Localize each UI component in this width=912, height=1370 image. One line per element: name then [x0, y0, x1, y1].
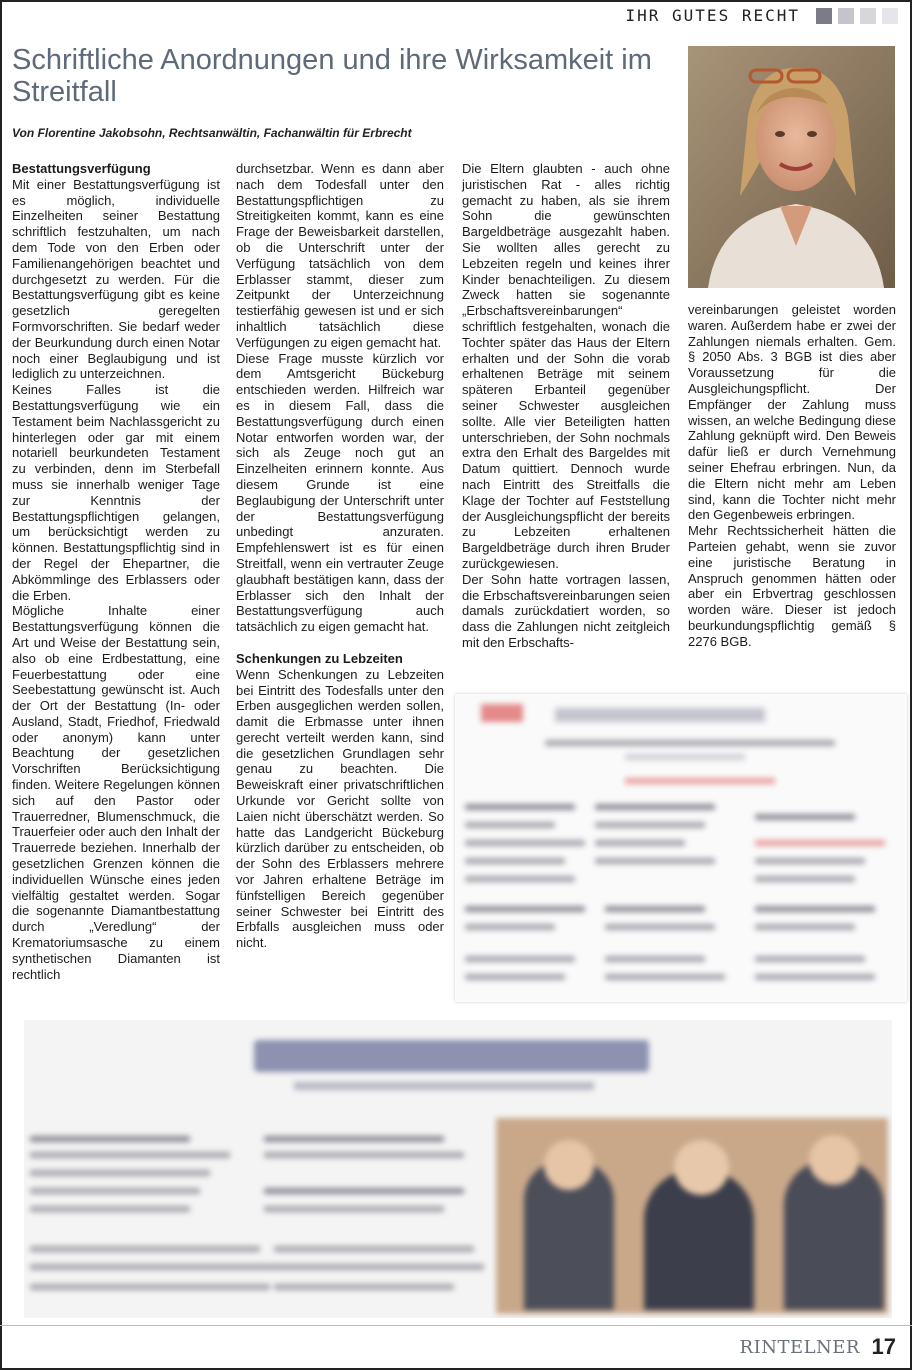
- rubric-square: [816, 8, 832, 24]
- paragraph: Mehr Rechtssicherheit hätten die Parteien gehabt, wenn sie zuvor eine juristische Beratung in Anspruch genommen hätten oder aber ein Erbvertrag geschlossen worden wäre. Dieser ist jedoch beurkundungspflichtig gemäß § 2276 BGB.: [688, 523, 896, 649]
- paragraph: Mögliche Inhalte einer Bestattungsverfügung können die Art und Weise der Bestattung sein, also ob eine Erdbestattung, eine Feuerbestattung oder eine Seebestattung gewünscht ist. Auch der Ort der Bestattung (In- oder Ausland, Stadt, Friedhof, Friedwald oder anonym) kann unter Beachtung der gesetzlichen Vorschriften Berücksichtigung finden. Weitere Regelungen können sich auf den Pastor oder Trauerredner, Blumenschmuck, die Trauerfeier oder auch den Inhalt der Trauerrede beziehen. Innerhalb der gesetzlichen Grenzen können die individuellen Wünsche eines jeden vielfältig gestaltet werden. Sogar die sogenannte Diamantbestattung durch „Veredlung“ der Krematoriumsasche zu einem synthetischen Diamanten ist rechtlich: [12, 603, 220, 982]
- article-title: Schriftliche Anordnungen und ihre Wirksamkeit im Streitfall: [12, 44, 652, 108]
- rubric-squares: [816, 8, 898, 24]
- author-portrait: [688, 46, 895, 288]
- paragraph: durchsetzbar. Wenn es dann aber nach dem Todesfall unter den Bestattungspflichtigen zu Streitigkeiten kommt, kann es eine Frage der Beweisbarkeit darstellen, ob die Unterschrift unter der Verfügung tatsächlich von dem Erblasser stammt, dieser zum Zeitpunkt der Unterzeichnung testierfähig gewesen ist und er sich inhaltlich tatsächlich diese Verfügungen zu eigen gemacht hat.: [236, 161, 444, 350]
- blurred-advertisement: [24, 1020, 892, 1318]
- paragraph: vereinbarungen geleistet worden waren. Außerdem habe er zwei der Zahlungen niemals erhalten. Gem. § 2050 Abs. 3 BGB ist dies aber Voraussetzung für die Ausgleichungspflicht. Der Empfänger der Zahlung muss wissen, an welche Bedingung diese Zahlung geknüpft wird. Den Beweis dafür ließ er durch Vernehmung seiner Ehefrau erbringen. Nun, da die Eltern nicht mehr am Leben sind, kann die Tochter nicht mehr den Gegenbeweis erbringen.: [688, 302, 896, 523]
- paragraph: Die Eltern glaubten - auch ohne juristischen Rat - alles richtig gemacht zu haben, als sie ihrem Sohn die gewünschten Bargeldbeträge ausgezahlt haben. Sie wollten alles gerecht zu Lebzeiten regeln und keines ihrer Kinder benachteiligen. Zu diesem Zweck hatten sie sogenannte „Erbschaftsvereinbarungen“ schriftlich festgehalten, wonach die Tochter später das Haus der Eltern erhalten und der Sohn die vorab erhaltenen Beträge mit seinem späteren Erbanteil gegenüber seiner Schwester ausgleichen sollte. Alle vier Beteiligten hatten unterschrieben, der Sohn nochmals extra den Erhalt des Bargeldes mit Datum quittiert. Dennoch wurde nach Eintritt des Streitfalls die Klage der Tochter auf Feststellung der Ausgleichungspflicht der bereits zu Lebzeiten erhaltenen Bargeldbeträge durch ihren Bruder zurückgewiesen.: [462, 161, 670, 571]
- paragraph: Mit einer Bestattungsverfügung ist es möglich, individuelle Einzelheiten seiner Bestattung schriftlich festzuhalten, um nach dem Tode von den Erben oder Familienangehörigen beachtet und durchgesetzt zu werden. Für die Bestattungsverfügung gibt es keine gesetzlich geregelten Formvorschriften. Sie bedarf weder der Beurkundung durch einen Notar noch einer Beglaubigung und ist lediglich zu unterzeichnen.: [12, 176, 220, 382]
- column-3: [462, 161, 670, 651]
- column-4: [688, 302, 896, 650]
- paragraph: Wenn Schenkungen zu Lebzeiten bei Eintritt des Todesfalls unter den Erben ausgeglichen werden sollen, damit die Erbmasse unter ihnen gerecht verteilt werden kann, sind die gesetzlichen Grundlagen sehr genau zu beachten. Die Beweiskraft einer privatschriftlichen Urkunde vor Gericht sollte von Laien nicht überschätzt werden. So hatte das Landgericht Bückeburg kürzlich darüber zu entscheiden, ob der Sohn des Erblassers mehrere vor Jahren erhaltene Beträge im fünfstelligen Bereich gegenüber seiner Schwester bei Eintritt des Erbfalls ausgleichen muss oder nicht.: [236, 666, 444, 951]
- rubric-square: [838, 8, 854, 24]
- page-number: 17: [871, 1334, 896, 1359]
- column-2: [236, 161, 444, 951]
- rubric-square: [882, 8, 898, 24]
- subheading: Schenkungen zu Lebzeiten: [236, 650, 403, 666]
- blurred-advertisement: [455, 694, 907, 1002]
- paragraph: Diese Frage musste kürzlich vor dem Amtsgericht Bückeburg entschieden werden. Hilfreich war es in diesem Fall, dass die Bestattungsverfügung durch einen Notar entworfen worden war, der sich als Zeuge noch gut an Einzelheiten erinnern konnte. Aus diesem Grunde ist eine Beglaubigung der Unterschrift unter der Bestattungsverfügung unbedingt anzuraten. Empfehlenswert ist es für einen Streitfall, wenn ein vertrauter Zeuge glaubhaft bestätigen kann, dass der Erblasser sich den Inhalt der Bestattungsverfügung auch tatsächlich zu eigen gemacht hat.: [236, 350, 444, 635]
- footer-rule: [0, 1325, 912, 1326]
- article-byline: Von Florentine Jakobsohn, Rechtsanwältin, Fachanwältin für Erbrecht: [12, 126, 412, 140]
- top-rule: [0, 0, 912, 2]
- paragraph: Keines Falles ist die Bestattungsverfügung wie ein Testament beim Nachlassgericht zu hinterlegen oder gar mit einem notariell beurkundeten Testament zu verbinden, denn im Sterbefall muss sie innerhalb weniger Tage zur Kenntnis der Bestattungspflichtigen gelangen, um berücksichtigt werden zu können. Bestattungspflichtig sind in der Regel der Ehepartner, die Abkömmlinge des Erblassers oder die Erben.: [12, 382, 220, 603]
- section-rubric: IHR GUTES RECHT: [625, 6, 800, 25]
- column-1: [12, 161, 220, 982]
- rubric-square: [860, 8, 876, 24]
- subheading: Bestattungsverfügung: [12, 161, 151, 176]
- paragraph: Der Sohn hatte vortragen lassen, die Erbschaftsvereinbarungen seien damals zurückdatiert worden, so dass die Zahlungen nicht zeitgleich mit den Erbschafts-: [462, 571, 670, 650]
- magazine-brand: RINTELNER: [739, 1337, 860, 1358]
